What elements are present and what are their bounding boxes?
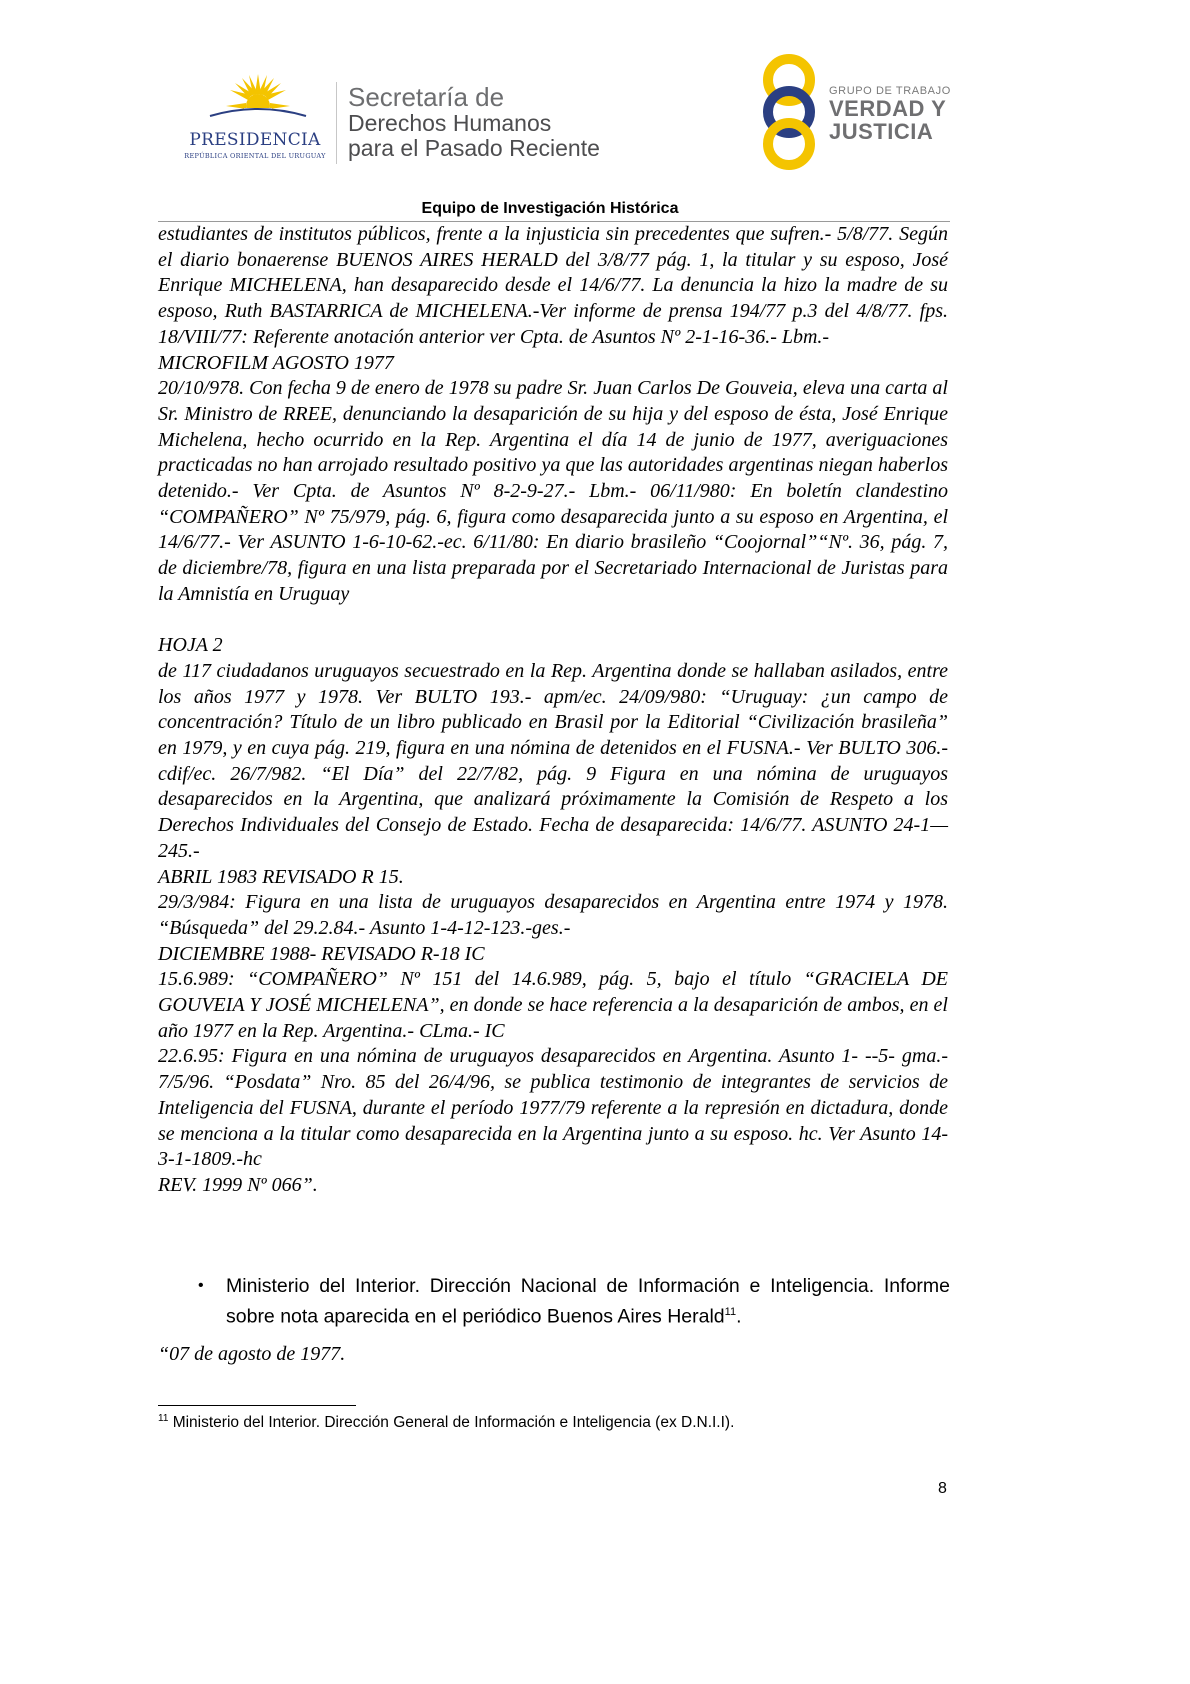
quote-date-line: “07 de agosto de 1977. — [158, 1343, 346, 1365]
footnote-text: Ministerio del Interior. Dirección General de Información e Inteligencia (ex D.N.I.I). — [168, 1414, 735, 1432]
presidencia-subtitle: REPÚBLICA ORIENTAL DEL URUGUAY — [184, 152, 326, 160]
sun-emblem-icon — [180, 72, 330, 132]
page-number: 8 — [938, 1480, 947, 1497]
presidencia-logo — [180, 72, 330, 167]
footnote — [158, 1413, 734, 1432]
document-body — [158, 222, 948, 1199]
presidencia-title: PRESIDENCIA — [189, 130, 321, 150]
footnote-number: 11 — [158, 1413, 169, 1424]
paragraph-5: 15.6.989: “COMPAÑERO” Nº 151 del 14.6.989, pág. 5, bajo el título “GRACIELA DE GOUVEIA Y JOSÉ MICHELENA”, en donde se hace referencia a la desaparición de ambos, en el año 1977 en la Rep. Argentina.- CLma.- IC — [158, 968, 948, 1042]
secretaria-line-2: Derechos Humanos — [348, 110, 552, 136]
rings-emblem-icon — [757, 52, 827, 170]
paragraph-rev: REV. 1999 Nº 066”. — [158, 1174, 318, 1196]
bullet-icon: • — [198, 1277, 204, 1294]
bullet-tail: . — [736, 1305, 742, 1328]
paragraph-6: 22.6.95: Figura en una nómina de uruguayos desaparecidos en Argentina. Asunto 1- --5- gma.- 7/5/96. “Posdata” Nro. 85 del 26/4/96, se publica testimonio de integrantes de servicios de Inteligencia del FUSNA, durante el período 1977/79 referente a la represión en dictadura, donde se menciona a la titular como desaparecida en la Argentina junto a su esposo. hc. Ver Asunto 14-3-1-1809.-hc — [158, 1045, 948, 1171]
bullet-text: Ministerio del Interior. Dirección Nacional de Información e Inteligencia. Informe sobre nota aparecida en el periódico Buenos Aires Herald — [226, 1275, 950, 1328]
paragraph-diciembre: DICIEMBRE 1988- REVISADO R-18 IC — [158, 942, 485, 965]
grupo-line-3: JUSTICIA — [829, 119, 934, 144]
logo-divider — [336, 82, 337, 164]
paragraph-abril: ABRIL 1983 REVISADO R 15. — [158, 865, 404, 888]
verdad-justicia-logo — [757, 52, 957, 170]
team-title: Equipo de Investigación Histórica — [421, 200, 679, 217]
footnote-rule — [158, 1405, 356, 1406]
bullet-text-block — [226, 1273, 950, 1330]
paragraph-4: 29/3/984: Figura en una lista de uruguayos desaparecidos en Argentina entre 1974 y 1978. “Búsqueda” del 29.2.84.- Asunto 1-4-12-123.-ges.- — [158, 891, 948, 939]
bullet-item — [198, 1273, 950, 1330]
footnote-ref[interactable]: 11 — [724, 1306, 737, 1318]
paragraph-3: de 117 ciudadanos uruguayos secuestrado en la Rep. Argentina donde se hallaban asilados, entre los años 1977 y 1978. Ver BULTO 193.- apm/ec. 24/09/980: “Uruguay: ¿un campo de concentración? Título de un libro publicado en Brasil por la Editorial “Civilización brasileña” en 1979, y en cuya pág. 219, figura en una nómina de detenidos en el FUSNA.- Ver BULTO 306.- cdif/ec. 26/7/982. “El Día” del 22/7/82, pág. 9 Figura en una nómina de uruguayos desaparecidos en la Argentina, que analizará próximamente la Comisión de Respeto a los Derechos Individuales del Consejo de Estado. Fecha de desaparecida: 14/6/77. ASUNTO 24-1—245.- — [158, 659, 948, 862]
grupo-line-1: GRUPO DE TRABAJO — [829, 85, 951, 97]
secretaria-line-1: Secretaría de — [348, 82, 505, 112]
secretaria-logo-text — [348, 83, 600, 161]
paragraph-2: 20/10/978. Con fecha 9 de enero de 1978 su padre Sr. Juan Carlos De Gouveia, eleva una carta al Sr. Ministro de RREE, denunciando la desaparición de su hija y del esposo de ésta, José Enrique Michelena, hecho ocurrido en la Rep. Argentina el día 14 de junio de 1977, averiguaciones practicadas no han arrojado resultado positivo ya que las autoridades argentinas niegan haberlos detenido.- Ver Cpta. de Asuntos Nº 8-2-9-27.- Lbm.- 06/11/980: En boletín clandestino “COMPAÑERO” Nº 75/979, pág. 6, figura como desaparecida junto a su esposo en Argentina, el 14/6/77.- Ver ASUNTO 1-6-10-62.-ec. 6/11/80: En diario brasileño “Coojornal”“Nº. 36, pág. 7, de diciembre/78, figura en una lista preparada por el Secretariado Internacional de Juristas para la Amnistía en Uruguay — [158, 377, 948, 605]
paragraph-hoja: HOJA 2 — [158, 634, 223, 657]
paragraph-1: estudiantes de institutos públicos, frente a la injusticia sin precedentes que sufren.- 5/8/77. Según el diario bonaerense BUENOS AIRES HERALD del 3/8/77 pág. 1, la titular y su esposo, José Enrique MICHELENA, han desaparecido desde el 14/6/77. La denuncia la hizo la madre de su esposo, Ruth BASTARRICA de MICHELENA.-Ver informe de prensa 194/77 p.3 del 4/8/77. fps. 18/VIII/77: Referente anotación anterior ver Cpta. de Asuntos Nº 2-1-16-36.- Lbm.- — [158, 223, 948, 348]
paragraph-microfilm: MICROFILM AGOSTO 1977 — [158, 351, 394, 374]
verdad-justicia-text — [829, 85, 951, 143]
grupo-line-2: VERDAD Y — [829, 96, 947, 121]
secretaria-line-3: para el Pasado Reciente — [348, 135, 600, 161]
